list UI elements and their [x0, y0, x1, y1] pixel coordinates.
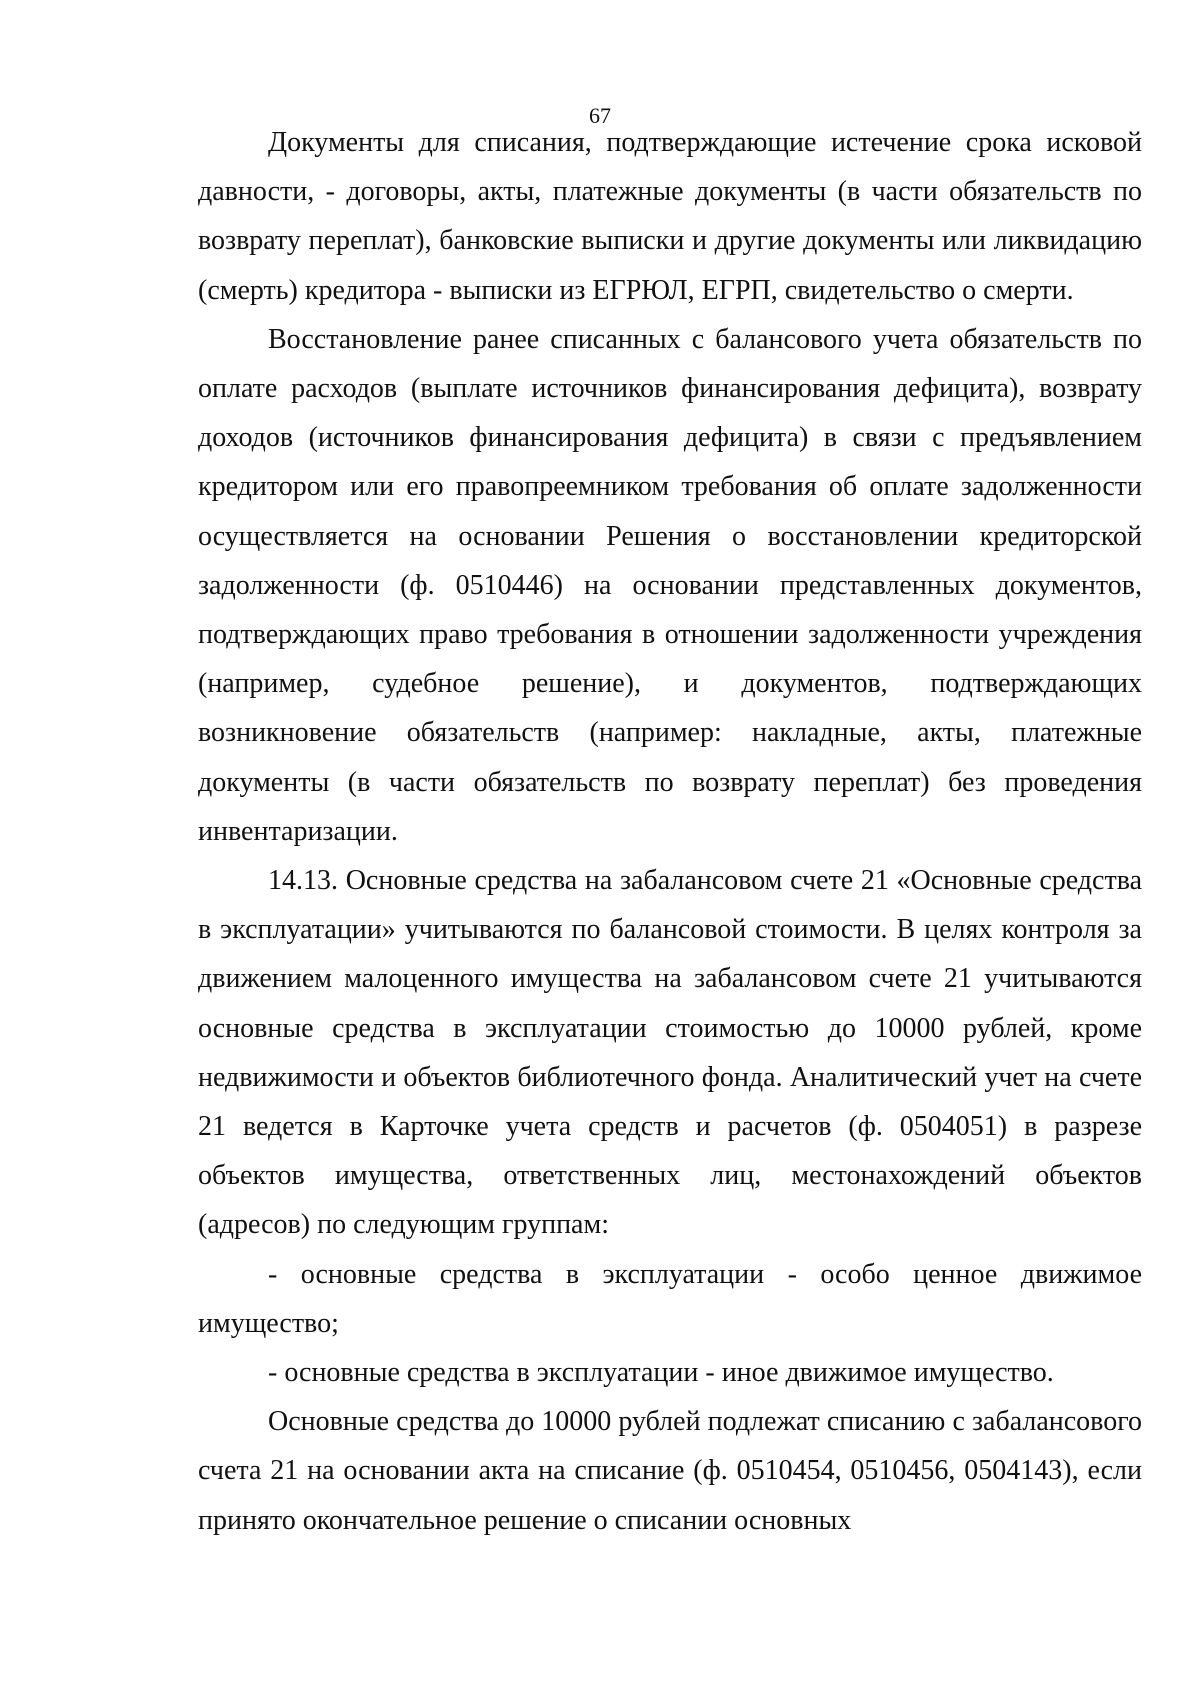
- paragraph-restoration-of-obligations: Восстановление ранее списанных с балансового учета обязательств по оплате расходов (выплате источников финансирования дефицита), возврату доходов (источников финансирования дефицита) в связи с предъявлением кредитором или его правопреемником требования об оплате задолженности осуществляется на основании Решения о восстановлении кредиторской задолженности (ф. 0510446) на основании представленных документов, подтверждающих право требования в отношении задолженности учреждения (например, судебное решение), и документов, подтверждающих возникновение обязательств (например: накладные, акты, платежные документы (в части обязательств по возврату переплат) без проведения инвентаризации.: [198, 323, 1142, 847]
- page-number: 67: [589, 103, 611, 128]
- paragraph-write-off-documents: Документы для списания, подтверждающие истечение срока исковой давности, - договоры, акты, платежные документы (в части обязательств по возврату переплат), банковские выписки и другие документы или ликвидацию (смерть) кредитора - выписки из ЕГРЮЛ, ЕГРП, свидетельство о смерти.: [198, 127, 1142, 306]
- list-item-other-movable-property: - основные средства в эксплуатации - иное движимое имущество.: [268, 1357, 1054, 1389]
- list-item-especially-valuable-property: - основные средства в эксплуатации - особо ценное движимое имущество;: [198, 1258, 1142, 1339]
- document-body: [198, 118, 1142, 1545]
- paragraph-14-13-fixed-assets: 14.13. Основные средства на забалансовом счете 21 «Основные средства в эксплуатации» учитываются по балансовой стоимости. В целях контроля за движением малоценного имущества на забалансовом счете 21 учитываются основные средства в эксплуатации стоимостью до 10000 рублей, кроме недвижимости и объектов библиотечного фонда. Аналитический учет на счете 21 ведется в Карточке учета средств и расчетов (ф. 0504051) в разрезе объектов имущества, ответственных лиц, местонахождений объектов (адресов) по следующим группам:: [198, 865, 1142, 1241]
- paragraph-write-off-fixed-assets: Основные средства до 10000 рублей подлежат списанию с забалансового счета 21 на основании акта на списание (ф. 0510454, 0510456, 0504143), если принято окончательное решение о списании основных: [198, 1406, 1142, 1536]
